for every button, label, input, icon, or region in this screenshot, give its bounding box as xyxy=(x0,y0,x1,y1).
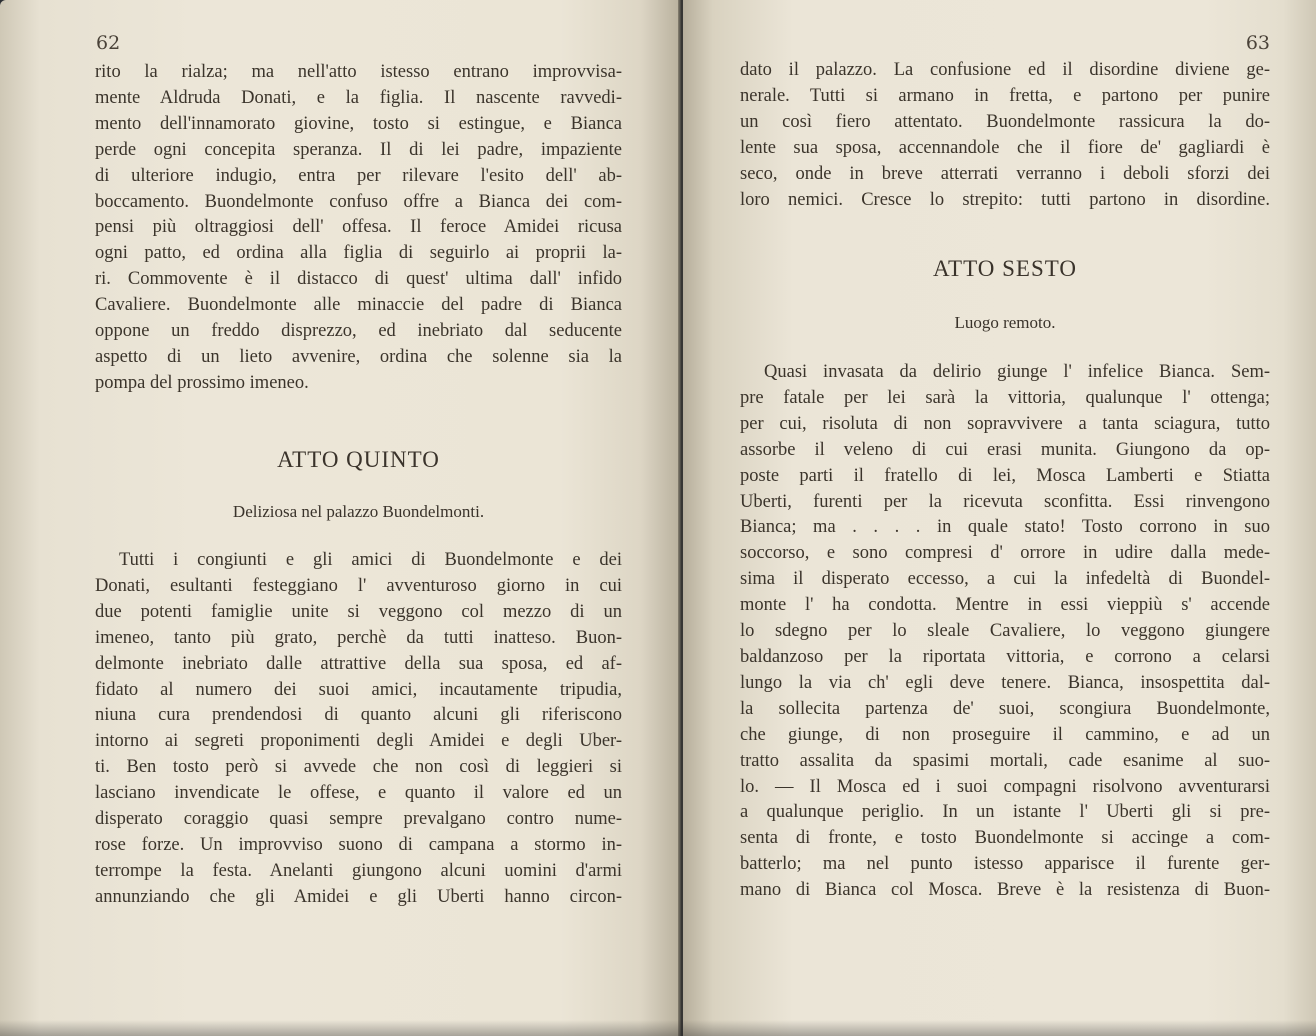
text-line: mento dell'innamorato giovine, tosto si estingue, e Bianca xyxy=(95,113,622,134)
text-line: annunziando che gli Amidei e gli Uberti hanno circon- xyxy=(95,886,622,907)
text-line: due potenti famiglie unite si veggono col mezzo di un xyxy=(95,601,622,622)
text-line: che giunge, di non proseguire il cammino, e ad un xyxy=(740,724,1270,745)
text-line: Tutti i congiunti e gli amici di Buondelmonte e dei xyxy=(119,550,622,570)
text-line: rose forze. Un improvviso suono di campana a stormo in- xyxy=(95,834,622,855)
act-heading-sesto: ATTO SESTO xyxy=(933,256,1077,281)
text-line: seco, onde in breve atterrati verranno i deboli sforzi dei xyxy=(740,163,1270,184)
text-line: ogni patto, ed ordina alla figlia di seguirlo ai proprii la- xyxy=(95,243,622,264)
text-line: Donati, esultanti festeggiano l' avventuroso giorno in cui xyxy=(95,575,622,596)
text-line: lo sdegno per lo sleale Cavaliere, lo veggono giungere xyxy=(740,621,1270,642)
text-line: pompa del prossimo imeneo. xyxy=(95,372,309,393)
text-line: lasciano invendicate le offese, e quanto il valore ed un xyxy=(95,783,622,804)
text-line: imeneo, tanto più grato, perchè da tutti inatteso. Buon- xyxy=(95,627,622,648)
left-paragraph-1 xyxy=(95,60,622,397)
text-line: ti. Ben tosto però si avvede che non così di leggieri si xyxy=(95,757,622,778)
page-number-left: 62 xyxy=(96,32,121,54)
page-number-right: 63 xyxy=(1245,32,1270,54)
text-line: Bianca; ma . . . . in quale stato! Tosto corrono in suo xyxy=(740,517,1270,538)
text-line: mente Aldruda Donati, e la figlia. Il nascente ravvedi- xyxy=(95,87,622,108)
text-line: lente sua sposa, accennandole che il fiore de' gagliardi è xyxy=(740,137,1270,158)
text-line: aspetto di un lieto avvenire, ordina che solenne sia la xyxy=(95,346,622,367)
text-line: terrompe la festa. Anelanti giungono alcuni uomini d'armi xyxy=(95,860,622,881)
text-line: la sollecita partenza de' suoi, scongiura Buondelmonte, xyxy=(740,698,1270,719)
text-line: oppone un freddo disprezzo, ed inebriato dal seducente xyxy=(95,321,622,342)
text-line: lo. — Il Mosca ed i suoi compagni risolvono avventurarsi xyxy=(740,776,1270,797)
right-paragraph-2 xyxy=(740,360,1270,904)
text-line: batterlo; ma nel punto istesso apparisce il furente ger- xyxy=(740,854,1270,875)
text-line: per cui, risoluta di non sopravvivere a tanta sciagura, tutto xyxy=(740,413,1270,434)
text-line: delmonte inebriato dalle attrattive della sua sposa, ed af- xyxy=(95,653,622,674)
text-line: poste parti il fratello di lei, Mosca Lamberti e Stiatta xyxy=(740,465,1270,486)
act-heading-quinto: ATTO QUINTO xyxy=(277,447,440,472)
text-line: pensi più oltraggiosi dell' offesa. Il feroce Amidei ricusa xyxy=(95,217,622,238)
text-line: disperato coraggio quasi sempre prevalgano contro nume- xyxy=(95,809,622,830)
left-paragraph-2 xyxy=(95,548,622,911)
text-line: rito la rialza; ma nell'atto istesso entrano improvvisa- xyxy=(95,62,622,82)
text-line: senta di fronte, e tosto Buondelmonte si accinge a com- xyxy=(740,828,1270,849)
text-line: soccorso, e sono compresi d' orrore in udire dalla mede- xyxy=(740,543,1270,564)
text-line: lungo la via ch' egli deve tenere. Bianca, insospettita dal- xyxy=(740,672,1270,693)
text-line: monte l' ha condotta. Mentre in essi vieppiù s' accende xyxy=(740,595,1270,616)
text-line: assorbe il veleno di cui erasi munita. Giungono da op- xyxy=(740,439,1270,460)
scene-location-left: Deliziosa nel palazzo Buondelmonti. xyxy=(232,502,485,521)
text-line: intorno ai segreti proponimenti degli Amidei e degli Uber- xyxy=(95,731,622,752)
right-page xyxy=(683,0,1316,1036)
scene-location-right: Luogo remoto. xyxy=(954,313,1056,332)
text-line: di ulteriore indugio, entra per rilevare l'esito dell' ab- xyxy=(95,165,622,186)
text-line: Uberti, furenti per la ricevuta sconfitta. Essi rinvengono xyxy=(740,491,1270,512)
text-line: fidato al numero dei suoi amici, incautamente tripudia, xyxy=(95,679,622,700)
text-line: pre fatale per lei sarà la vittoria, qualunque l' ottenga; xyxy=(740,387,1270,408)
text-line: perde ogni concepita speranza. Il di lei padre, impaziente xyxy=(95,139,622,160)
text-line: un così fiero attentato. Buondelmonte rassicura la do- xyxy=(740,111,1270,132)
text-line: baldanzoso per la riportata vittoria, e corrono a celarsi xyxy=(740,646,1270,667)
text-line: dato il palazzo. La confusione ed il disordine diviene ge- xyxy=(740,60,1270,80)
text-line: a qualunque periglio. In un istante l' Uberti gli si pre- xyxy=(740,802,1270,823)
text-line: Cavaliere. Buondelmonte alle minaccie del padre di Bianca xyxy=(95,295,622,316)
text-line: boccamento. Buondelmonte confuso offre a Bianca dei com- xyxy=(95,191,622,212)
text-line: tratto assalita da spasimi mortali, cade esanime al suo- xyxy=(740,750,1270,771)
text-line: Quasi invasata da delirio giunge l' infelice Bianca. Sem- xyxy=(764,362,1270,382)
text-line: mano di Bianca col Mosca. Breve è la resistenza di Buon- xyxy=(740,880,1270,901)
page-bottom-shadow xyxy=(0,1020,1316,1036)
right-paragraph-1 xyxy=(740,58,1270,213)
text-line: ri. Commovente è il distacco di quest' ultima dall' infido xyxy=(95,269,622,290)
text-line: niuna cura prendendosi di quanto alcuni gli riferiscono xyxy=(95,705,622,726)
text-line: nerale. Tutti si armano in fretta, e partono per punire xyxy=(740,85,1270,106)
text-line: sima il disperato eccesso, a cui la infedeltà di Buondel- xyxy=(740,569,1270,590)
text-line: loro nemici. Cresce lo strepito: tutti partono in disordine. xyxy=(740,189,1270,210)
